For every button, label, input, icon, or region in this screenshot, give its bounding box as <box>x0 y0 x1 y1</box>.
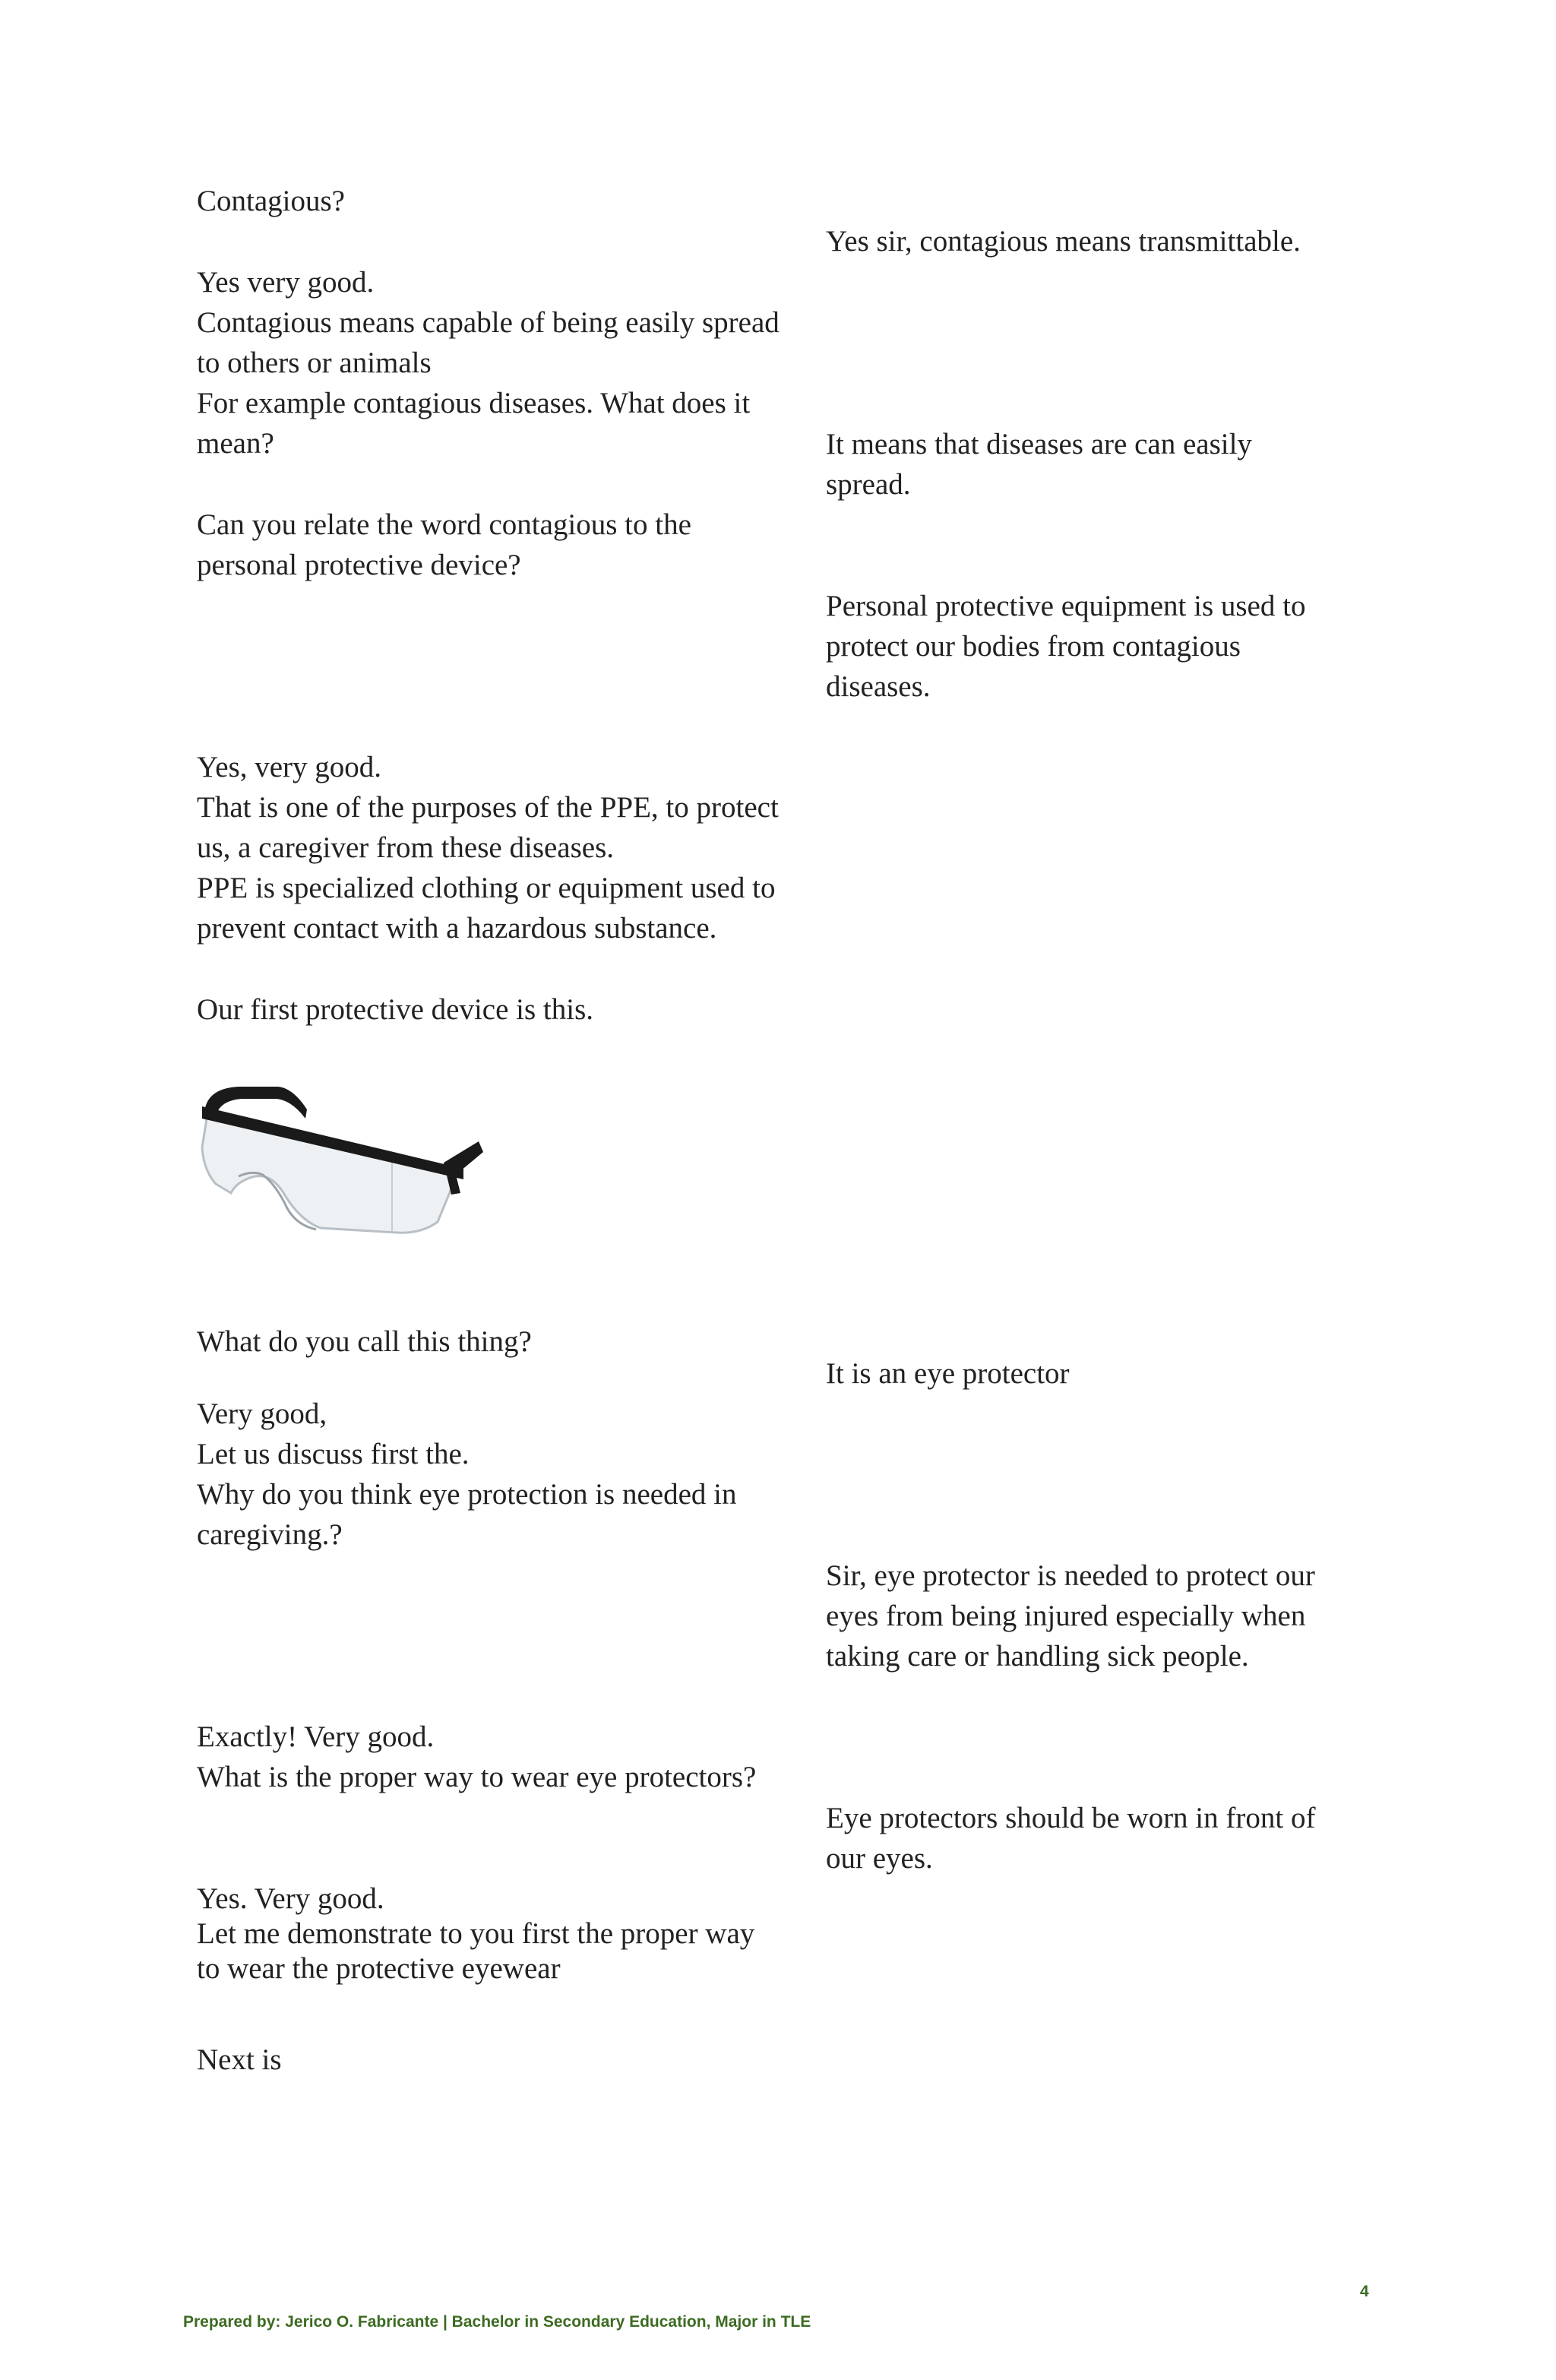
student-line: Yes sir, contagious means transmittable. <box>826 225 1301 258</box>
teacher-line: PPE is specialized clothing or equipment used to <box>197 872 776 904</box>
teacher-line: That is one of the purposes of the PPE, to protect <box>197 791 779 824</box>
student-line: It means that diseases are can easily <box>826 428 1252 460</box>
teacher-line: Yes. Very good. <box>197 1882 384 1915</box>
teacher-line: Exactly! Very good. <box>197 1720 435 1753</box>
teacher-line: Can you relate the word contagious to the <box>197 508 691 541</box>
teacher-line: Yes, very good. <box>197 751 382 783</box>
temple-arm <box>444 1141 483 1195</box>
student-line: protect our bodies from contagious <box>826 630 1241 663</box>
teacher-line: Very good, <box>197 1397 327 1430</box>
teacher-line: Let us discuss first the. <box>197 1438 470 1470</box>
student-line: our eyes. <box>826 1842 933 1875</box>
teacher-line: caregiving.? <box>197 1518 343 1551</box>
teacher-line: personal protective device? <box>197 549 521 581</box>
teacher-line: Contagious means capable of being easily spread <box>197 306 780 339</box>
teacher-line: What is the proper way to wear eye protectors? <box>197 1761 757 1793</box>
teacher-line: Let me demonstrate to you first the proper way <box>197 1917 755 1950</box>
teacher-line: For example contagious diseases. What does it <box>197 387 751 419</box>
student-line: Eye protectors should be worn in front of <box>826 1802 1316 1834</box>
teacher-line: What do you call this thing? <box>197 1325 532 1358</box>
teacher-line: Yes very good. <box>197 266 375 299</box>
student-line: Personal protective equipment is used to <box>826 590 1306 622</box>
lens-shape <box>202 1109 459 1233</box>
teacher-line: Why do you think eye protection is needed in <box>197 1478 737 1511</box>
teacher-line: Our first protective device is this. <box>197 993 594 1026</box>
teacher-line: Next is <box>197 2043 282 2076</box>
page-number: 4 <box>1360 2283 1369 2300</box>
student-line: It is an eye protector <box>826 1357 1070 1390</box>
student-line: spread. <box>826 468 911 501</box>
safety-goggles-icon <box>193 1079 485 1249</box>
teacher-line: to wear the protective eyewear <box>197 1952 561 1985</box>
teacher-line: prevent contact with a hazardous substance. <box>197 912 717 945</box>
teacher-line: Contagious? <box>197 185 345 217</box>
footer-credit: Prepared by: Jerico O. Fabricante | Bachelor in Secondary Education, Major in TLE <box>183 2313 811 2331</box>
student-line: eyes from being injured especially when <box>826 1600 1306 1632</box>
teacher-line: to others or animals <box>197 347 432 379</box>
student-line: diseases. <box>826 670 931 703</box>
student-line: taking care or handling sick people. <box>826 1640 1249 1673</box>
teacher-line: us, a caregiver from these diseases. <box>197 831 615 864</box>
teacher-line: mean? <box>197 427 274 460</box>
student-line: Sir, eye protector is needed to protect our <box>826 1559 1315 1592</box>
